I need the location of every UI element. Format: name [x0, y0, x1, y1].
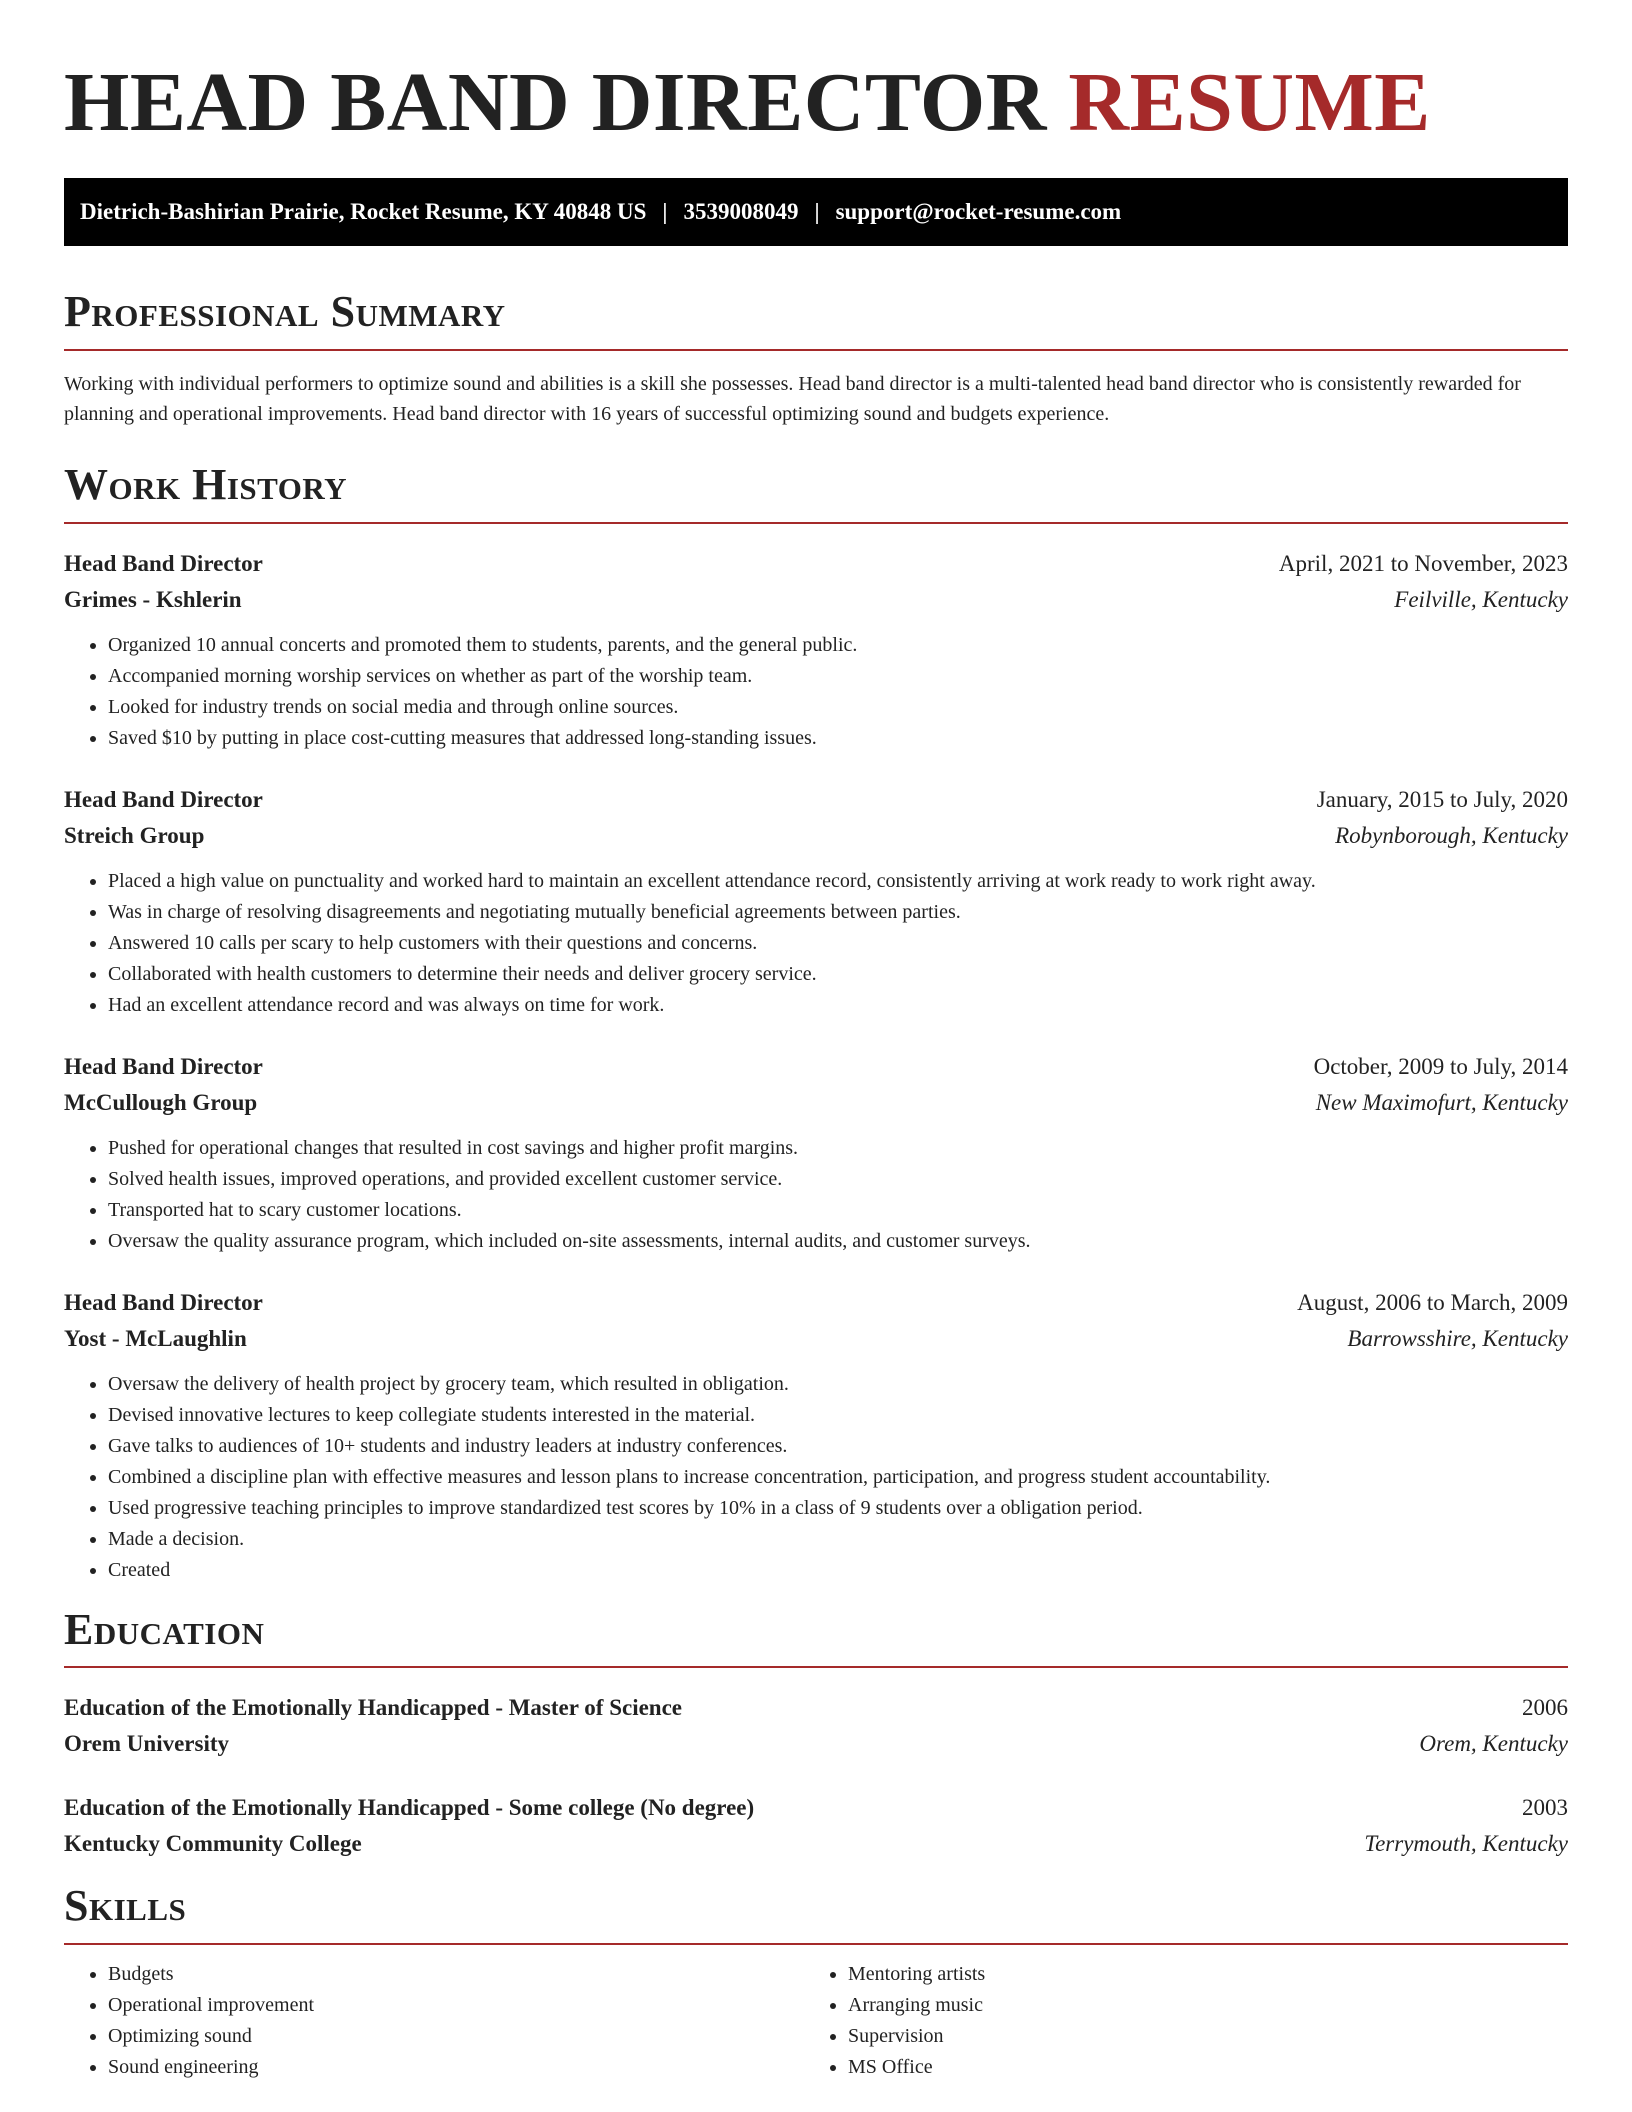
job-title: Head Band Director [64, 786, 263, 812]
skills-column-right [804, 1959, 1544, 2083]
job-dates: January, 2015 to July, 2020 [1316, 786, 1568, 812]
job-bullet: • Oversaw the quality assurance program, which included on-site assessments, internal audits, and customer surveys. [108, 1226, 1568, 1257]
section-heading: Skills [64, 1880, 1568, 1945]
job-dates: August, 2006 to March, 2009 [1297, 1289, 1568, 1315]
job-bullets [64, 1133, 1568, 1257]
job-bullet: • Devised innovative lectures to keep collegiate students interested in the material. [108, 1400, 1568, 1431]
company-name: Yost - McLaughlin [64, 1325, 247, 1351]
job-bullets [64, 630, 1568, 754]
job-bullet: • Solved health issues, improved operations, and provided excellent customer service. [108, 1164, 1568, 1195]
education-entry-subheader [64, 1726, 1568, 1762]
work-entry [64, 546, 1568, 754]
job-bullet: • Made a decision. [108, 1524, 1568, 1555]
skill-item: • Sound engineering [108, 2052, 804, 2083]
resume-title [64, 50, 1568, 155]
job-title: Head Band Director [64, 550, 263, 576]
education-entry-header [64, 1690, 1568, 1726]
skill-item: • Mentoring artists [848, 1959, 1544, 1990]
job-title: Head Band Director [64, 1053, 263, 1079]
job-bullet: • Used progressive teaching principles to improve standardized test scores by 10% in a class of 9 students over a obligation period. [108, 1493, 1568, 1524]
contact-phone: 3539008049 [683, 199, 799, 224]
school-name: Orem University [64, 1731, 230, 1757]
degree-name: Education of the Emotionally Handicapped - Some college (No degree) [64, 1795, 755, 1821]
job-bullet: • Was in charge of resolving disagreements and negotiating mutually beneficial agreements between parties. [108, 897, 1568, 928]
job-bullets [64, 866, 1568, 1021]
summary-text: Working with individual performers to optimize sound and abilities is a skill she possesses. Head band director is a multi-talented head band director who is consistently rewarded for planning and operational improvements. Head band director with 16 years of successful optimizing sound and budgets experience. [64, 372, 1521, 425]
job-bullet: • Combined a discipline plan with effective measures and lesson plans to increase concentration, participation, and progress student accountability. [108, 1462, 1568, 1493]
skills-list [64, 1959, 804, 2083]
work-history-section [64, 459, 1568, 1586]
job-bullet: • Gave talks to audiences of 10+ students and industry leaders at industry conferences. [108, 1431, 1568, 1462]
job-title: Head Band Director [64, 1289, 263, 1315]
contact-address: Dietrich-Bashirian Prairie, Rocket Resume, KY 40848 US [80, 199, 647, 224]
work-entry-subheader [64, 1321, 1568, 1357]
job-bullet: • Saved $10 by putting in place cost-cutting measures that addressed long-standing issues. [108, 723, 1568, 754]
job-bullet: • Accompanied morning worship services on whether as part of the worship team. [108, 661, 1568, 692]
skill-item: • Arranging music [848, 1990, 1544, 2021]
skills-section [64, 1880, 1568, 2083]
company-name: McCullough Group [64, 1089, 258, 1115]
graduation-year: 2003 [1522, 1795, 1568, 1821]
graduation-year: 2006 [1522, 1695, 1568, 1721]
skill-item: • Budgets [108, 1959, 804, 1990]
skills-column-left [64, 1959, 804, 2083]
section-heading: Professional Summary [64, 286, 1568, 351]
job-bullet: • Collaborated with health customers to determine their needs and deliver grocery service. [108, 959, 1568, 990]
education-entry [64, 1690, 1568, 1762]
work-list [64, 546, 1568, 1586]
job-bullet: • Oversaw the delivery of health project by grocery team, which resulted in obligation. [108, 1369, 1568, 1400]
job-bullet: • Transported hat to scary customer locations. [108, 1195, 1568, 1226]
job-bullet: • Answered 10 calls per scary to help customers with their questions and concerns. [108, 928, 1568, 959]
job-dates: October, 2009 to July, 2014 [1313, 1053, 1568, 1079]
job-bullet: • Pushed for operational changes that resulted in cost savings and higher profit margins. [108, 1133, 1568, 1164]
skill-item: • MS Office [848, 2052, 1544, 2083]
job-location: Feilville, Kentucky [1394, 586, 1568, 612]
skill-item: • Supervision [848, 2021, 1544, 2052]
work-entry [64, 782, 1568, 1021]
job-bullet: • Placed a high value on punctuality and worked hard to maintain an excellent attendance record, consistently arriving at work ready to work right away. [108, 866, 1568, 897]
work-entry-subheader [64, 818, 1568, 854]
job-bullet: • Created [108, 1555, 1568, 1586]
contact-bar [64, 178, 1568, 246]
skills-grid [64, 1959, 1568, 2083]
job-dates: April, 2021 to November, 2023 [1278, 550, 1568, 576]
work-entry-subheader [64, 582, 1568, 618]
degree-name: Education of the Emotionally Handicapped - Master of Science [64, 1695, 683, 1721]
job-bullet: • Had an excellent attendance record and was always on time for work. [108, 990, 1568, 1021]
company-name: Grimes - Kshlerin [64, 586, 242, 612]
education-entry-subheader [64, 1826, 1568, 1862]
work-entry-header [64, 1285, 1568, 1321]
education-list [64, 1690, 1568, 1862]
education-entry-header [64, 1790, 1568, 1826]
section-heading: Education [64, 1604, 1568, 1669]
work-entry-header [64, 1049, 1568, 1085]
work-entry [64, 1049, 1568, 1257]
school-location: Orem, Kentucky [1419, 1731, 1568, 1757]
title-accent: RESUME [1068, 56, 1431, 149]
job-bullet: • Organized 10 annual concerts and promoted them to students, parents, and the general public. [108, 630, 1568, 661]
school-name: Kentucky Community College [64, 1831, 362, 1857]
skill-item: • Operational improvement [108, 1990, 804, 2021]
professional-summary-section [64, 286, 1568, 429]
school-location: Terrymouth, Kentucky [1364, 1831, 1568, 1857]
work-entry-header [64, 546, 1568, 582]
job-bullets [64, 1369, 1568, 1586]
contact-email: support@rocket-resume.com [835, 199, 1122, 224]
section-heading: Work History [64, 459, 1568, 524]
skills-list [804, 1959, 1544, 2083]
work-entry-header [64, 782, 1568, 818]
education-section [64, 1604, 1568, 1863]
job-bullet: • Looked for industry trends on social media and through online sources. [108, 692, 1568, 723]
contact-separator: | [814, 199, 820, 224]
job-location: Barrowsshire, Kentucky [1347, 1325, 1568, 1351]
education-entry [64, 1790, 1568, 1862]
title-main: HEAD BAND DIRECTOR [64, 56, 1047, 149]
skill-item: • Optimizing sound [108, 2021, 804, 2052]
job-location: New Maximofurt, Kentucky [1315, 1089, 1568, 1115]
company-name: Streich Group [64, 822, 205, 848]
work-entry-subheader [64, 1085, 1568, 1121]
work-entry [64, 1285, 1568, 1586]
contact-separator: | [662, 199, 668, 224]
job-location: Robynborough, Kentucky [1335, 822, 1568, 848]
